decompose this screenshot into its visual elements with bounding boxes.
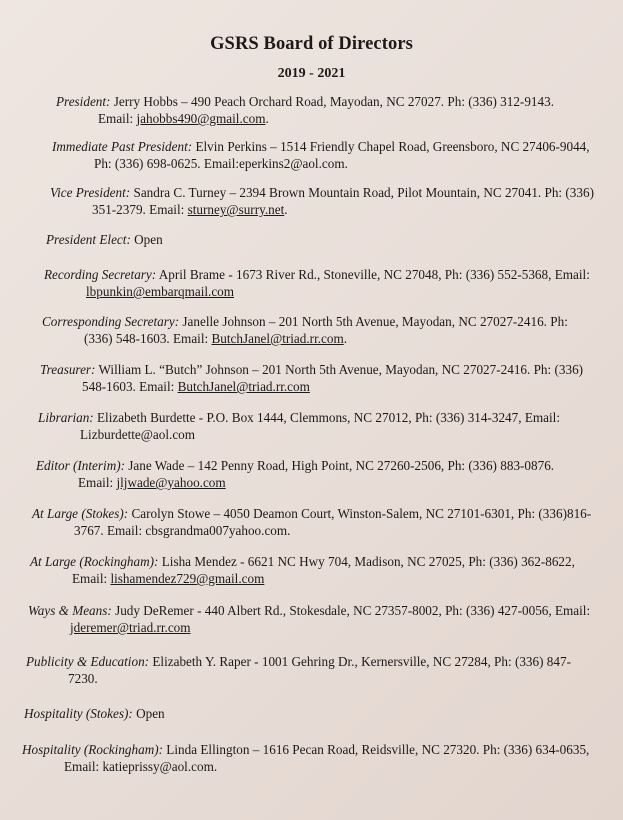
role-label: Editor (Interim): (36, 458, 125, 473)
entry-at-large-stokes (32, 505, 592, 539)
term-years: 2019 - 2021 (277, 66, 346, 81)
entry-text: Janelle Johnson – 201 North 5th Avenue, Mayodan, NC 27027-2416. Ph: (336) 548-1603. Email: (84, 314, 568, 346)
role-label: Treasurer: (40, 362, 96, 377)
entry-text: William L. “Butch” Johnson – 201 North 5th Avenue, Mayodan, NC 27027-2416. Ph: (336) 548-1603. Email: (82, 362, 584, 394)
role-label: Corresponding Secretary: (42, 314, 180, 329)
entry-after: . (284, 202, 288, 217)
role-label: Publicity & Education: (26, 654, 150, 669)
entry-publicity-education (26, 653, 586, 687)
entry-text: Carolyn Stowe – 4050 Deamon Court, Winston-Salem, NC 27101-6301, Ph: (336)816-3767. Email: cbsgrandma007yahoo.com. (74, 506, 592, 538)
entry-text: Lisha Mendez - 6621 NC Hwy 704, Madison, NC 27025, Ph: (336) 362-8622, Email: (72, 554, 575, 586)
role-label: Vice President: (50, 185, 131, 200)
role-label: Immediate Past President: (52, 139, 193, 154)
email-link[interactable]: jahobbs490@gmail.com (136, 111, 266, 126)
role-label: Hospitality (Rockingham): (22, 742, 163, 757)
entry-text: Sandra C. Turney – 2394 Brown Mountain Road, Pilot Mountain, NC 27041. Ph: (336) 351-2379. Email: (92, 185, 594, 217)
email-link[interactable]: ButchJanel@triad.rr.com (177, 379, 310, 394)
role-label: Recording Secretary: (44, 267, 157, 282)
page-title: GSRS Board of Directors (210, 34, 413, 54)
entry-corresponding-secretary (42, 313, 592, 347)
role-label: President: (56, 94, 111, 109)
entry-immediate-past-president (52, 138, 592, 172)
entry-president (56, 93, 586, 127)
entry-treasurer (40, 361, 592, 395)
email-link[interactable]: jderemer@triad.rr.com (70, 620, 191, 635)
entry-text: Elvin Perkins – 1514 Friendly Chapel Road, Greensboro, NC 27406-9044, Ph: (336) 698-0625. Email:eperkins2@aol.com. (94, 139, 590, 171)
role-label: Ways & Means: (28, 603, 112, 618)
entry-text: Open (132, 706, 165, 721)
entry-text: Jerry Hobbs – 490 Peach Orchard Road, Mayodan, NC 27027. Ph: (336) 312-9143. Email: (98, 94, 554, 126)
entry-after: . (343, 331, 348, 346)
entry-after: . (265, 111, 269, 126)
role-label: Hospitality (Stokes): (24, 706, 133, 721)
email-link[interactable]: jljwade@yahoo.com (116, 475, 226, 490)
role-label: At Large (Stokes): (32, 506, 129, 521)
entry-text: Elizabeth Burdette - P.O. Box 1444, Clemmons, NC 27012, Ph: (336) 314-3247, Email: Lizburdette@aol.com (80, 410, 560, 442)
entry-hospitality-stokes (24, 705, 584, 722)
entry-vice-president (50, 184, 595, 218)
entry-text: Linda Ellington – 1616 Pecan Road, Reidsville, NC 27320. Ph: (336) 634-0635, Email: katieprissy@aol.com. (64, 742, 590, 774)
email-link[interactable]: lishamendez729@gmail.com (110, 571, 265, 586)
entry-text: Judy DeRemer - 440 Albert Rd., Stokesdale, NC 27357-8002, Ph: (336) 427-0056, Email: (111, 603, 591, 618)
entry-hospitality-rockingham (22, 741, 597, 775)
role-label: At Large (Rockingham): (30, 554, 159, 569)
role-label: President Elect: (46, 232, 131, 247)
entry-editor (36, 457, 592, 491)
entry-text: Elizabeth Y. Raper - 1001 Gehring Dr., Kernersville, NC 27284, Ph: (336) 847-7230. (68, 654, 571, 686)
email-link[interactable]: ButchJanel@triad.rr.com (211, 331, 344, 346)
email-link[interactable]: lbpunkin@embarqmail.com (86, 284, 235, 299)
entry-librarian (38, 409, 593, 443)
entry-text: Jane Wade – 142 Penny Road, High Point, NC 27260-2506, Ph: (336) 883-0876. Email: (78, 458, 555, 490)
entry-president-elect (46, 231, 591, 248)
entry-recording-secretary (44, 266, 592, 300)
email-link[interactable]: sturney@surry.net (187, 202, 285, 217)
entry-text: April Brame - 1673 River Rd., Stoneville, NC 27048, Ph: (336) 552-5368, Email: (156, 267, 590, 282)
entry-at-large-rockingham (30, 553, 592, 587)
entry-ways-and-means (28, 602, 593, 636)
entry-text: Open (130, 232, 163, 247)
role-label: Librarian: (38, 410, 94, 425)
